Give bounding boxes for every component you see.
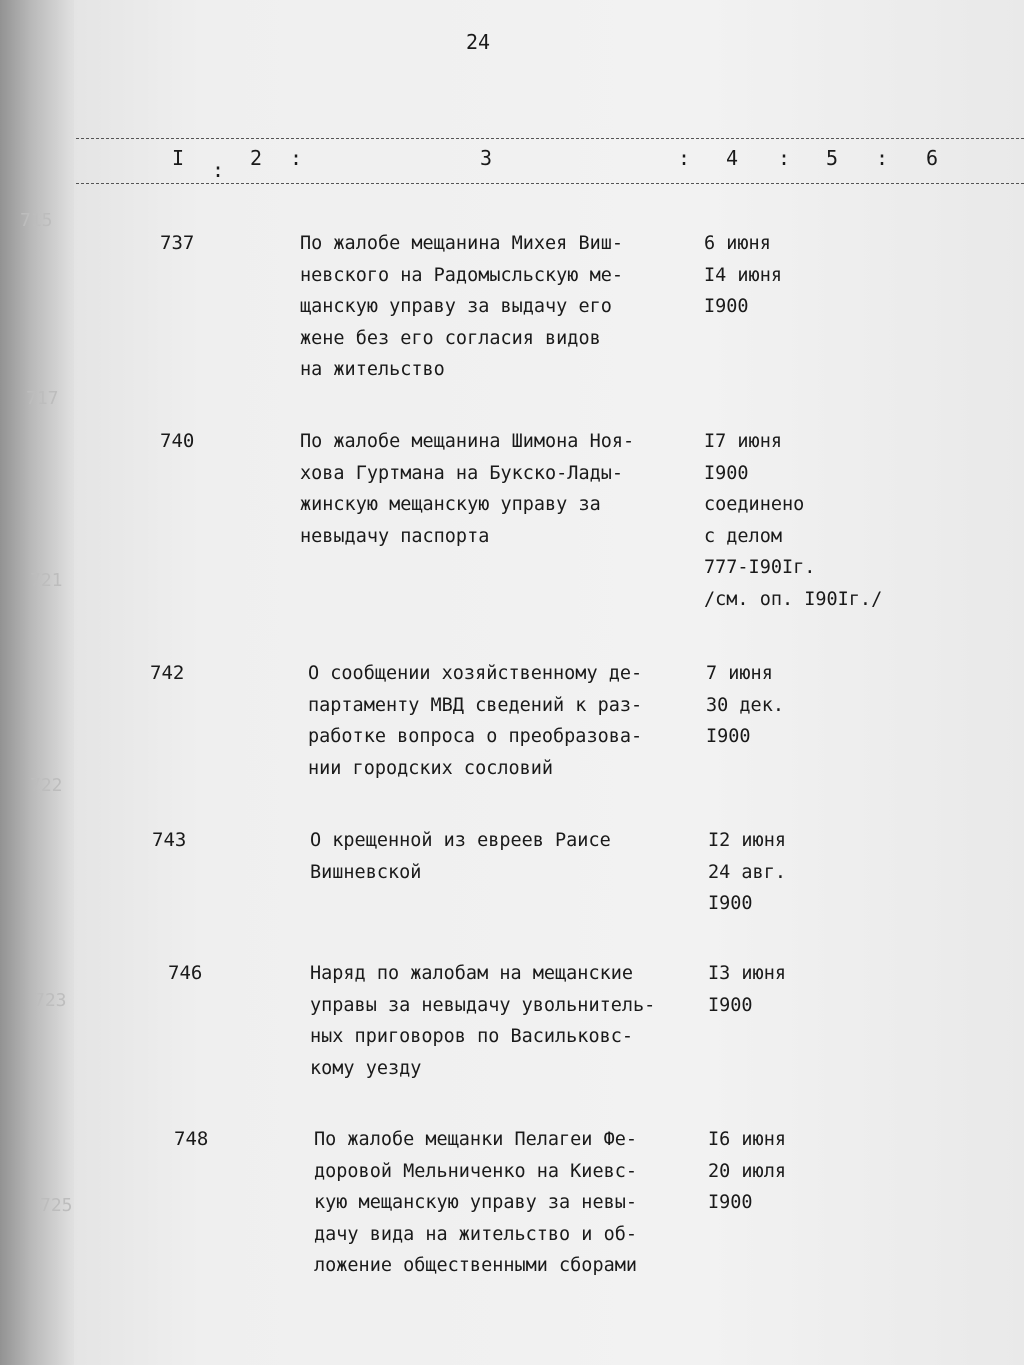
entry-description-line: партаменту МВД сведений к раз- <box>308 694 643 716</box>
entry-description-line: доровой Мельниченко на Киевс- <box>314 1160 638 1182</box>
entry-description <box>300 426 634 552</box>
bleed-through-mark: 723 <box>34 990 67 1011</box>
entry-description-line: О крещенной из евреев Раисе <box>310 830 611 851</box>
entry-description-line: По жалобе мещанина Михея Виш- <box>300 233 624 254</box>
entry-description-line: жене без его согласия видов <box>300 327 601 349</box>
entry-date-line: 20 июля <box>708 1160 786 1182</box>
entry-description-line: О сообщении хозяйственному де- <box>308 663 643 684</box>
entry-description-line: Вишневской <box>310 861 422 883</box>
entry-description-line: невыдачу паспорта <box>300 525 490 547</box>
entry-dates <box>704 228 782 323</box>
column-header-3: 3 <box>480 146 493 170</box>
entry-description <box>310 958 655 1084</box>
entry-number: 737 <box>160 232 195 254</box>
entry-description-line: щанскую управу за выдачу его <box>300 296 612 317</box>
column-header-2: 2 <box>250 146 263 170</box>
entry-dates <box>708 958 786 1021</box>
entry-description-line: Наряд по жалобам на мещанские <box>310 963 634 984</box>
header-rule-top <box>76 138 1024 139</box>
column-separator: : <box>778 146 791 170</box>
entry-description-line: По жалобе мещанина Шимона Ноя- <box>300 431 635 452</box>
entry-description-line: дачу вида на жительство и об- <box>314 1223 638 1245</box>
entry-description-line: хова Гуртмана на Букско-Лады- <box>300 462 624 484</box>
column-separator: : <box>876 146 889 170</box>
entry-date-line: I900 <box>708 1192 753 1213</box>
entry-description-line: невского на Радомысльскую ме- <box>300 264 624 286</box>
entry-description-line: ложение общественными сборами <box>314 1255 638 1276</box>
entry-description-line: кому уезду <box>310 1057 422 1079</box>
entry-date-line: I900 <box>706 726 751 747</box>
entry-date-line: I2 июня <box>708 830 786 851</box>
column-separator: : <box>212 158 225 182</box>
entry-date-line: 30 дек. <box>706 694 784 716</box>
entry-date-line: 6 июня <box>704 233 771 254</box>
column-header-4: 4 <box>726 146 739 170</box>
entry-date-line: I900 <box>708 893 753 914</box>
entry-dates <box>708 825 786 920</box>
bleed-through-mark: 717 <box>26 388 59 409</box>
page-number: 24 <box>466 30 491 54</box>
entry-date-line: I3 июня <box>708 963 786 984</box>
bleed-through-mark: 725 <box>40 1195 73 1216</box>
column-header-5: 5 <box>826 146 839 170</box>
entry-date-line: I900 <box>704 462 749 484</box>
entry-date-line: 24 авг. <box>708 861 786 883</box>
column-header-6: 6 <box>926 146 939 170</box>
entry-description-line: нии городских сословий <box>308 757 554 779</box>
entry-dates <box>704 426 882 615</box>
entry-description <box>310 825 611 888</box>
entry-number: 748 <box>174 1128 209 1150</box>
entry-number: 742 <box>150 662 185 684</box>
entry-date-line: I4 июня <box>704 264 782 286</box>
entry-number: 743 <box>152 829 187 851</box>
entry-number: 746 <box>168 962 203 984</box>
entry-description <box>314 1124 637 1282</box>
entry-date-line: 777-I90Iг. <box>704 557 816 578</box>
entry-date-line: I900 <box>708 994 753 1016</box>
entry-dates <box>706 658 784 753</box>
entry-date-line: I6 июня <box>708 1129 786 1150</box>
entry-description-line: жинскую мещанскую управу за <box>300 494 601 515</box>
header-rule-bottom <box>76 183 1024 184</box>
entry-number: 740 <box>160 430 195 452</box>
entry-description <box>300 228 623 386</box>
entry-description-line: управы за невыдачу увольнитель- <box>310 994 656 1016</box>
column-separator: : <box>290 146 303 170</box>
entry-date-line: I900 <box>704 296 749 317</box>
entry-date-line: соединено <box>704 494 805 515</box>
entry-description-line: кую мещанскую управу за невы- <box>314 1192 638 1213</box>
entry-description-line: ных приговоров по Васильковс- <box>310 1026 634 1047</box>
entry-date-line: /см. оп. I90Iг./ <box>704 588 883 610</box>
page-fold-shadow <box>0 0 74 1365</box>
entry-description-line: По жалобе мещанки Пелагеи Фе- <box>314 1129 638 1150</box>
entry-description-line: на жительство <box>300 359 445 380</box>
bleed-through-mark: 722 <box>30 775 63 796</box>
bleed-through-mark: 715 <box>20 210 53 231</box>
column-header-1: I <box>172 146 185 170</box>
entry-description <box>308 658 642 784</box>
entry-description-line: работке вопроса о преобразова- <box>308 726 643 747</box>
bleed-through-mark: 721 <box>30 570 63 591</box>
entry-date-line: I7 июня <box>704 431 782 452</box>
entry-dates <box>708 1124 786 1219</box>
entry-date-line: с делом <box>704 525 782 547</box>
entry-date-line: 7 июня <box>706 663 773 684</box>
column-separator: : <box>678 146 691 170</box>
